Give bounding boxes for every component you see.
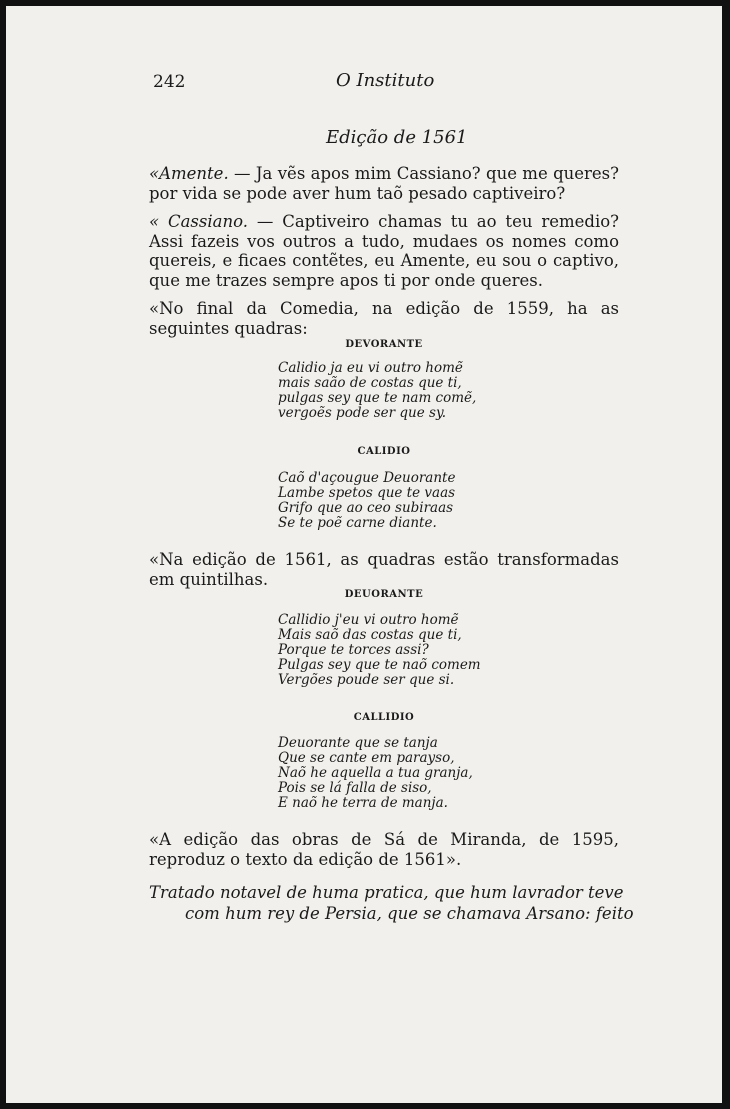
running-title: O Instituto <box>336 70 435 91</box>
verse-line: Porque te torces assi? <box>278 642 429 658</box>
verse-line: Grifo que ao ceo subiraas <box>278 500 454 516</box>
verse-line: Se te poẽ carne diante. <box>278 515 437 531</box>
tratado-heading <box>149 882 634 924</box>
tratado-line: com hum rey de Persia, que se chamava Arsano: feito <box>185 904 634 923</box>
speaker-heading: DEVORANTE <box>345 339 423 350</box>
page-number: 242 <box>153 72 186 92</box>
speaker-heading: CALLIDIO <box>353 712 415 723</box>
tratado-line: Tratado notavel de huma pratica, que hum lavrador teve <box>149 883 624 902</box>
verse-line: Vergões poude ser que si. <box>278 672 455 688</box>
verse-line: Mais saõ das costas que ti, <box>278 627 462 643</box>
verse-line: Pulgas sey que te naõ comem <box>278 657 481 673</box>
verse-line: E naõ he terra de manja. <box>278 795 448 811</box>
verse-block <box>278 736 598 811</box>
verse-block <box>278 361 598 421</box>
dialogue-paragraph-cassiano <box>149 212 619 290</box>
speaker-amente: «Amente. <box>149 164 229 183</box>
speaker-cassiano: « Cassiano. <box>149 212 248 231</box>
dialogue-text: — Ja vẽs apos mim Cassiano? que me queres? por vida se pode aver hum taõ pesado captiveiro? <box>149 164 619 203</box>
verse-block <box>278 471 598 531</box>
verse-line: mais saão de costas que ti, <box>278 375 462 391</box>
verse-line: Callidio j'eu vi outro homẽ <box>278 612 459 628</box>
paragraph-1561-intro: «Na edição de 1561, as quadras estão transformadas em quintilhas. <box>149 550 619 589</box>
paragraph-1559-intro: «No final da Comedia, na edição de 1559, ha as seguintes quadras: <box>149 299 619 338</box>
section-title: Edição de 1561 <box>326 127 468 148</box>
verse-line: Deuorante que se tanja <box>278 735 438 751</box>
paragraph-1595-edition: «A edição das obras de Sá de Miranda, de 1595, reproduz o texto da edição de 1561». <box>149 830 619 869</box>
verse-line: Lambe spetos que te vaas <box>278 485 456 501</box>
verse-line: Caõ d'açougue Deuorante <box>278 470 456 486</box>
verse-line: pulgas sey que te nam comẽ, <box>278 390 477 406</box>
verse-line: vergoẽs pode ser que sy. <box>278 405 447 421</box>
verse-block <box>278 613 598 688</box>
speaker-heading: DEUORANTE <box>344 589 424 600</box>
verse-line: Pois se lá falla de siso, <box>278 780 432 796</box>
speaker-heading: CALIDIO <box>357 446 411 457</box>
verse-line: Naõ he aquella a tua granja, <box>278 765 473 781</box>
verse-line: Que se cante em parayso, <box>278 750 455 766</box>
verse-line: Calidio ja eu vi outro homẽ <box>278 360 463 376</box>
page-sheet <box>6 6 722 1103</box>
dialogue-paragraph-amente <box>149 164 619 203</box>
dialogue-text: — Captiveiro chamas tu ao teu remedio? Assi fazeis vos outros a tudo, mudaes os nomes como quereis, e ficaes contẽtes, eu Amente, eu sou o captivo, que me trazes sempre apos ti por onde queres. <box>149 212 619 290</box>
